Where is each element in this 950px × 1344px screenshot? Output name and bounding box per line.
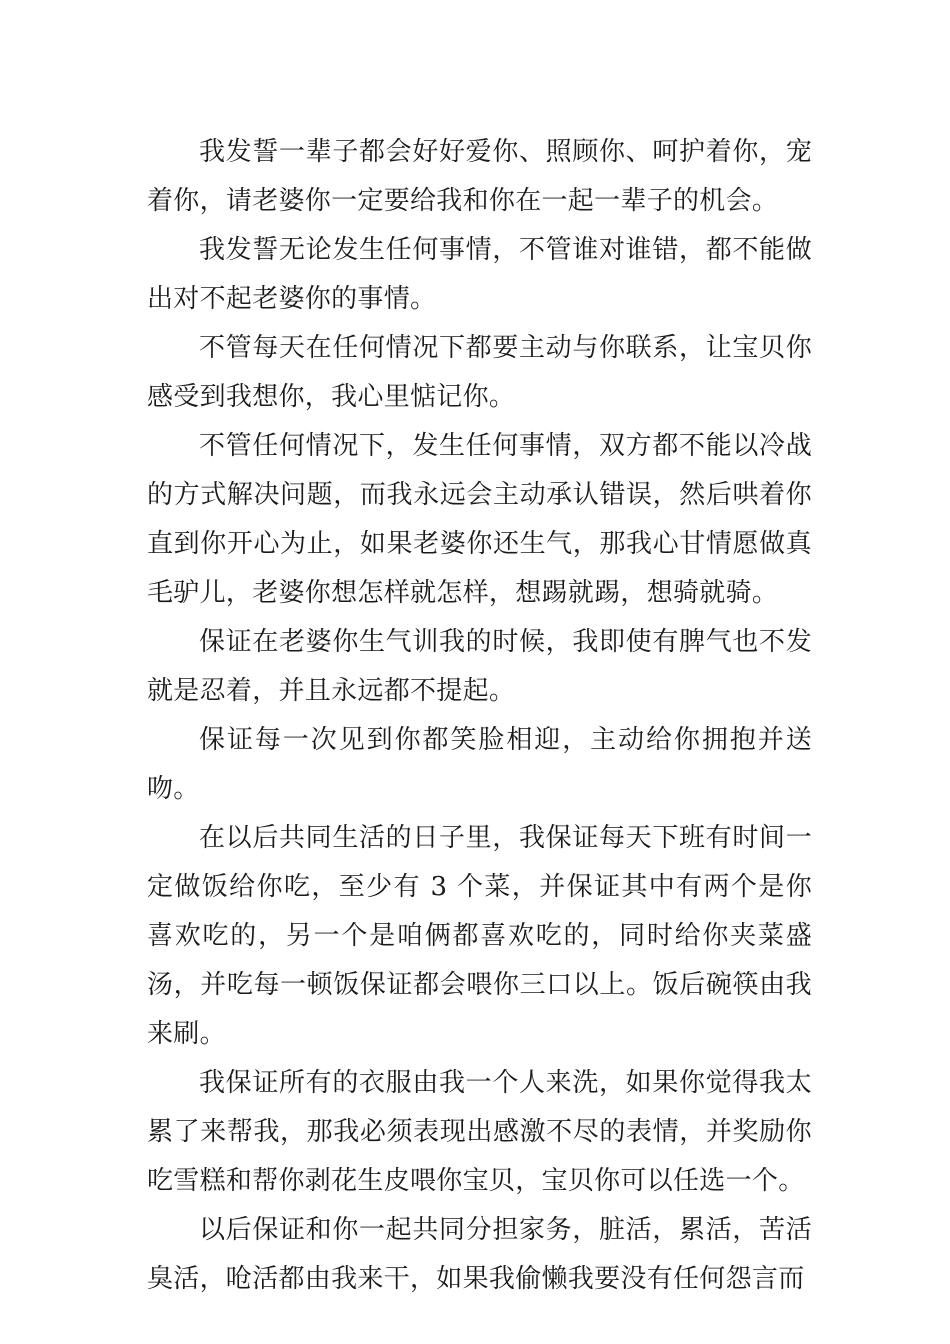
paragraph-2: 我发誓无论发生任何事情，不管谁对谁错，都不能做出对不起老婆你的事情。 (147, 235, 812, 314)
paragraph-1: 我发誓一辈子都会好好爱你、照顾你、呵护着你，宠着你，请老婆你一定要给我和你在一起一辈子的机会。 (147, 137, 812, 216)
paragraph-6: 保证每一次见到你都笑脸相迎，主动给你拥抱并送吻。 (147, 725, 812, 804)
document-body (147, 128, 812, 1304)
paragraph-8: 我保证所有的衣服由我一个人来洗，如果你觉得我太累了来帮我，那我必须表现出感激不尽的表情，并奖励你吃雪糕和帮你剥花生皮喂你宝贝，宝贝你可以任选一个。 (147, 1068, 812, 1196)
paragraph-4: 不管任何情况下，发生任何事情，双方都不能以冷战的方式解决问题，而我永远会主动承认错误，然后哄着你直到你开心为止，如果老婆你还生气，那我心甘情愿做真毛驴儿，老婆你想怎样就怎样，想踢就踢，想骑就骑。 (147, 431, 812, 608)
paragraph-5: 保证在老婆你生气训我的时候，我即使有脾气也不发就是忍着，并且永远都不提起。 (147, 627, 812, 706)
paragraph-9: 以后保证和你一起共同分担家务，脏活，累活，苦活臭活，呛活都由我来干，如果我偷懒我要没有任何怨言而 (147, 1215, 812, 1294)
paragraph-3: 不管每天在任何情况下都要主动与你联系，让宝贝你感受到我想你，我心里惦记你。 (147, 333, 812, 412)
paragraph-7: 在以后共同生活的日子里，我保证每天下班有时间一定做饭给你吃，至少有 3 个菜，并保证其中有两个是你喜欢吃的，另一个是咱俩都喜欢吃的，同时给你夹菜盛汤，并吃每一顿饭保证都会喂你三口以上。饭后碗筷由我来刷。 (147, 823, 812, 1049)
